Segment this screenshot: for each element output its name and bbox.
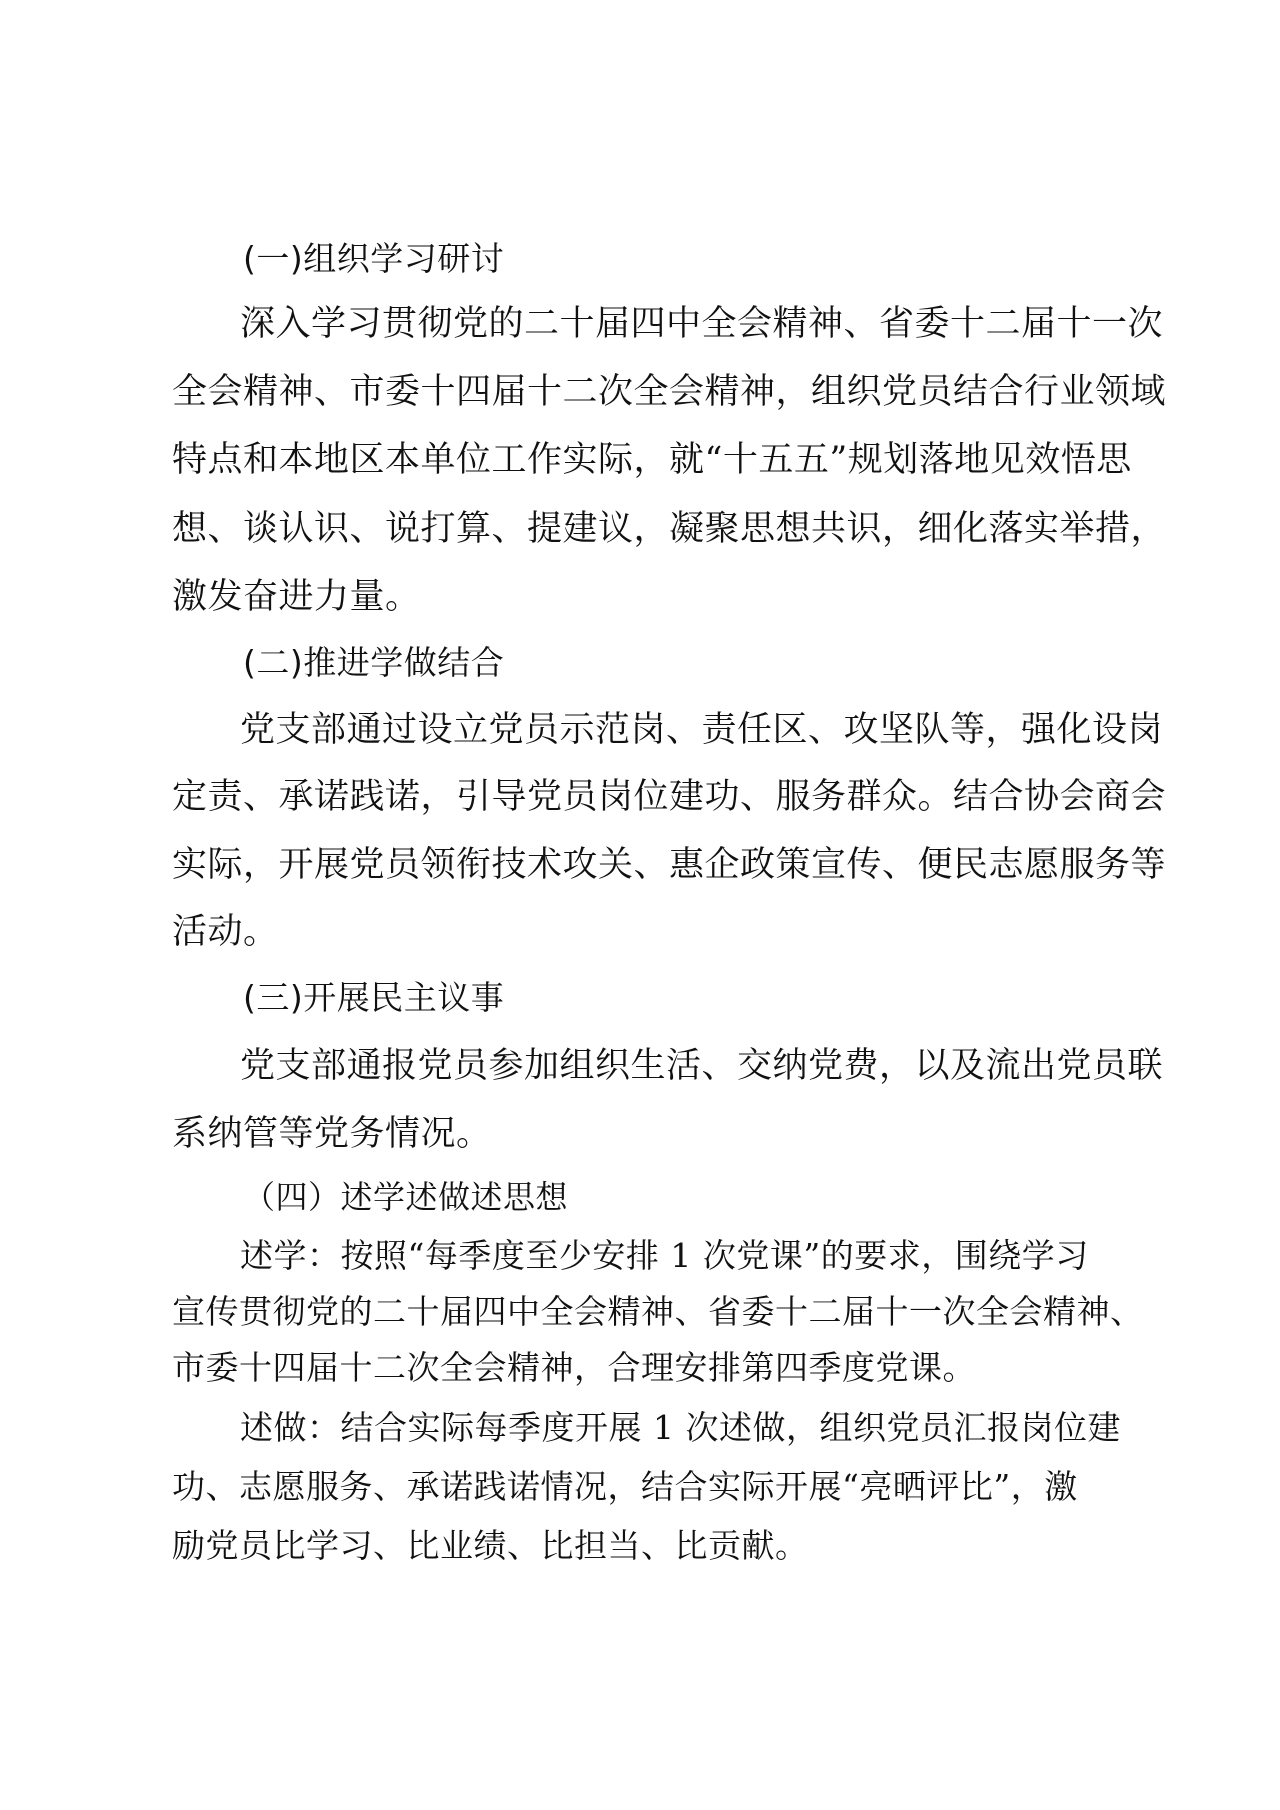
paragraph-line: 功、志愿服务、承诺践诺情况，结合实际开展“亮晒评比”，激 (172, 1467, 1078, 1506)
paragraph-line: 党支部通报党员参加组织生活、交纳党费，以及流出党员联 (240, 1046, 1164, 1086)
paragraph-line: 特点和本地区本单位工作实际，就“十五五”规划落地见效悟思 (172, 440, 1132, 480)
paragraph-line: 励党员比学习、比业绩、比担当、比贡献。 (172, 1526, 809, 1565)
paragraph-line: 宣传贯彻党的二十届四中全会精神、省委十二届十一次全会精神、 (172, 1292, 1144, 1331)
paragraph-line: 激发奋进力量。 (172, 577, 421, 617)
section-heading-1: (一)组织学习研讨 (243, 239, 505, 278)
paragraph-line: 全会精神、市委十四届十二次全会精神，组织党员结合行业领域 (172, 372, 1167, 412)
paragraph-line: 述学：按照“每季度至少安排 1 次党课”的要求，围绕学习 (240, 1236, 1089, 1275)
paragraph-line: 活动。 (172, 912, 279, 952)
paragraph-line: 定责、承诺践诺，引导党员岗位建功、服务群众。结合协会商会 (172, 777, 1167, 817)
paragraph-line: 述做：结合实际每季度开展 1 次述做，组织党员汇报岗位建 (240, 1408, 1121, 1447)
section-heading-4: （四）述学述做述思想 (243, 1178, 569, 1216)
paragraph-line: 市委十四届十二次全会精神，合理安排第四季度党课。 (172, 1348, 976, 1387)
paragraph-line: 深入学习贯彻党的二十届四中全会精神、省委十二届十一次 (240, 304, 1164, 344)
section-heading-3: (三)开展民主议事 (243, 978, 505, 1017)
paragraph-line: 想、谈认识、说打算、提建议，凝聚思想共识，细化落实举措， (172, 509, 1167, 549)
section-heading-2: (二)推进学做结合 (243, 643, 505, 682)
paragraph-line: 实际，开展党员领衔技术攻关、惠企政策宣传、便民志愿服务等 (172, 845, 1167, 885)
paragraph-line: 党支部通过设立党员示范岗、责任区、攻坚队等，强化设岗 (240, 710, 1164, 750)
paragraph-line: 系纳管等党务情况。 (172, 1114, 492, 1154)
